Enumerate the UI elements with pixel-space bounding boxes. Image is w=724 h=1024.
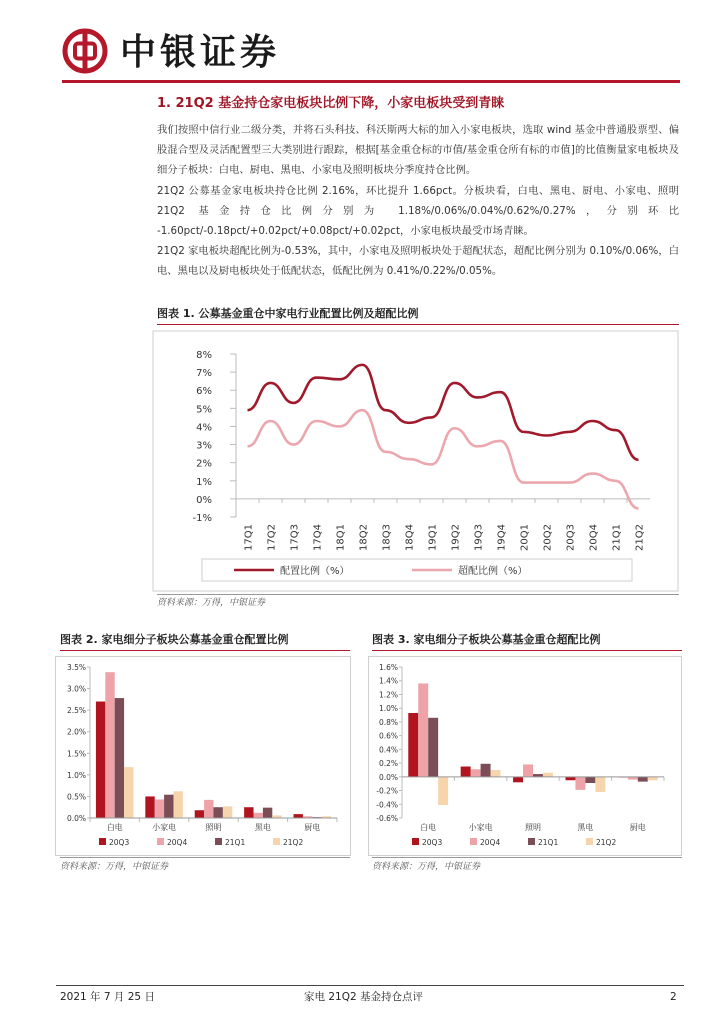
bar-21Q1 [585,777,595,783]
header-divider [62,80,680,83]
y-tick-label: 3% [196,440,212,452]
x-tick-label: 18Q1 [335,524,347,551]
figure2-divider [60,650,350,651]
y-tick-label: 3.5% [66,663,86,672]
x-tick-label: 18Q2 [358,524,370,551]
y-tick-label: 0.5% [66,792,86,802]
x-tick-label: 小家电 [152,823,177,832]
x-tick-label: 白电 [420,823,437,832]
legend-label: 21Q1 [225,838,246,847]
x-tick-label: 照明 [205,823,222,832]
page-number: 2 [670,991,677,1003]
y-tick-label: 8% [196,350,212,361]
x-tick-label: 20Q4 [588,524,600,551]
bar-21Q2 [124,767,133,818]
x-tick-label: 18Q4 [404,524,416,551]
x-tick-label: 17Q3 [289,524,301,551]
x-tick-label: 17Q4 [312,524,324,551]
y-tick-label: -0.2% [376,786,398,796]
y-tick-label: 0.0% [66,814,86,823]
x-tick-label: 黑电 [254,823,271,832]
bar-21Q1 [638,777,648,782]
legend-label: 配置比例（%） [280,566,350,577]
bar-21Q2 [648,777,658,780]
legend-swatch [586,838,593,845]
x-tick-label: 19Q3 [473,524,485,551]
figure2-source: 资料来源：万得，中银证券 [60,862,169,872]
x-tick-label: 厨电 [629,823,646,832]
bar-20Q4 [254,813,263,818]
y-tick-label: 1.0% [378,704,398,714]
bar-21Q2 [543,773,553,777]
bar-21Q1 [481,764,491,777]
x-tick-label: 18Q3 [381,524,393,551]
legend-label: 20Q4 [167,838,188,847]
legend-swatch [157,838,164,845]
bar-20Q4 [155,799,164,818]
legend-swatch [470,838,477,845]
bar-20Q4 [418,683,428,776]
bar-21Q1 [428,718,438,777]
legend-label: 20Q4 [480,838,501,847]
y-tick-label: -0.4% [376,800,398,810]
x-tick-label: 20Q3 [565,524,577,551]
y-tick-label: 1.6% [378,663,398,672]
x-tick-label: 19Q2 [450,524,462,551]
bank-of-china-logo-icon [62,28,108,74]
bar-21Q2 [223,806,232,818]
bar-20Q3 [294,814,303,818]
bar-21Q1 [263,808,272,818]
y-tick-label: 2.0% [66,727,86,737]
legend-swatch [273,838,280,845]
x-tick-label: 21Q1 [611,524,623,551]
figure1-line-chart [152,330,679,592]
figure1-divider [157,324,679,325]
bar-20Q3 [408,713,418,777]
figure2-bar-chart [55,656,351,856]
x-tick-label: 17Q2 [266,524,278,551]
bar-20Q3 [461,767,471,777]
bar-20Q4 [523,764,533,776]
y-tick-label: 4% [196,422,212,434]
bar-21Q1 [214,807,223,818]
bar-20Q4 [105,672,114,818]
y-tick-label: 3.0% [66,684,86,694]
section-title: 1. 21Q2 基金持仓家电板块比例下降，小家电板块受到青睐 [157,96,505,111]
y-tick-label: 0.2% [378,759,398,769]
figure3-source: 资料来源：万得，中银证券 [372,862,481,872]
figure1-source-divider [157,594,679,595]
figure3-bar-chart [368,656,682,856]
legend-swatch [99,838,106,845]
figure1-source: 资料来源：万得，中银证券 [157,598,266,608]
y-tick-label: 0.0% [378,772,398,782]
footer-date: 2021 年 7 月 25 日 [60,991,155,1003]
x-tick-label: 19Q4 [496,524,508,551]
y-tick-label: 1.4% [378,676,398,686]
legend-label: 超配比例（%） [458,566,528,577]
y-tick-label: 1.5% [66,749,86,759]
x-tick-label: 小家电 [468,823,493,832]
figure3-divider [372,650,682,651]
legend-label: 21Q1 [538,838,559,847]
y-tick-label: -0.6% [376,814,398,823]
figure3-title: 图表 3. 家电细分子板块公募基金重仓超配比例 [372,633,601,646]
paragraph-allocation: 21Q2 公募基金家电板块持仓比例 2.16%，环比提升 1.66pct。分板块看，白电、黑电、厨电、小家电、照明 21Q2 基金持仓比例分别为 1.18%/0.06%/0.04%/0.62%/0.27%，分别环比 -1.60pct/-0.18pct/+0.02pct/+0.08pct/+0.02pct，小家电板块最受市场青睐。 [157,185,679,237]
x-tick-label: 白电 [106,823,123,832]
y-tick-label: 1.0% [66,770,86,780]
bar-21Q2 [595,777,605,792]
bar-20Q3 [195,810,204,818]
bar-21Q1 [164,795,173,818]
figure2-title: 图表 2. 家电细分子板块公募基金重仓配置比例 [60,633,289,646]
bar-20Q4 [204,800,213,818]
x-tick-label: 19Q1 [427,524,439,551]
y-tick-label: 0.6% [378,731,398,741]
x-tick-label: 20Q1 [519,524,531,551]
paragraph-methodology: 我们按照中信行业二级分类，并将石头科技、科沃斯两大标的加入小家电板块，选取 wind 基金中普通股票型、偏股混合型及灵活配置型三大类别进行跟踪，根据[基金重仓标的市值/基金重仓所有标的市值]的比值衡量家电板块及细分子板块：白电、厨电、黑电、小家电及照明板块分季度持仓比例。 [157,124,679,176]
brand-name: 中银证券 [120,31,281,73]
legend-swatch [215,838,222,845]
bar-20Q3 [145,796,154,818]
y-tick-label: 0.8% [378,717,398,727]
paragraph-overweight: 21Q2 家电板块超配比例为-0.53%，其中，小家电及照明板块处于超配状态，超配比例分别为 0.10%/0.06%，白电、黑电以及厨电板块处于低配状态，低配比例为 0.41%/0.22%/0.05%。 [157,245,679,277]
y-tick-label: 1% [196,476,212,488]
y-tick-label: 5% [196,404,212,416]
figure2-source-divider [60,857,350,858]
footer-divider [56,985,684,986]
legend-swatch [528,838,535,845]
bar-21Q2 [438,777,448,805]
bar-20Q4 [575,777,585,790]
figure3-source-divider [372,857,682,858]
y-tick-label: 0% [196,494,212,506]
bar-20Q4 [471,769,481,777]
legend-label: 20Q3 [109,838,130,847]
legend-label: 20Q3 [422,838,443,847]
y-tick-label: 0.4% [378,745,398,755]
x-tick-label: 厨电 [304,823,321,832]
bar-20Q3 [513,777,523,782]
x-tick-label: 17Q1 [243,524,255,551]
footer-report-title: 家电 21Q2 基金持仓点评 [304,991,423,1003]
bar-21Q2 [491,770,501,777]
legend-swatch [412,838,419,845]
legend-label: 21Q2 [596,838,617,847]
x-tick-label: 照明 [525,823,541,832]
bar-20Q3 [565,777,575,780]
bar-20Q3 [96,702,105,818]
figure1-title: 图表 1. 公募基金重仓中家电行业配置比例及超配比例 [157,307,419,320]
y-tick-label: 7% [196,368,212,380]
bar-20Q3 [244,807,253,818]
y-tick-label: 2% [196,458,212,470]
legend-label: 21Q2 [283,838,304,847]
y-tick-label: 6% [196,386,212,398]
x-tick-label: 21Q2 [634,524,646,551]
y-tick-label: 2.5% [66,706,86,716]
y-tick-label: 1.2% [378,690,398,700]
report-header [62,28,662,76]
x-tick-label: 20Q2 [542,524,554,551]
bar-21Q2 [173,791,182,818]
y-tick-label: -1% [192,513,212,524]
x-tick-label: 黑电 [577,823,594,832]
bar-21Q1 [115,698,124,818]
